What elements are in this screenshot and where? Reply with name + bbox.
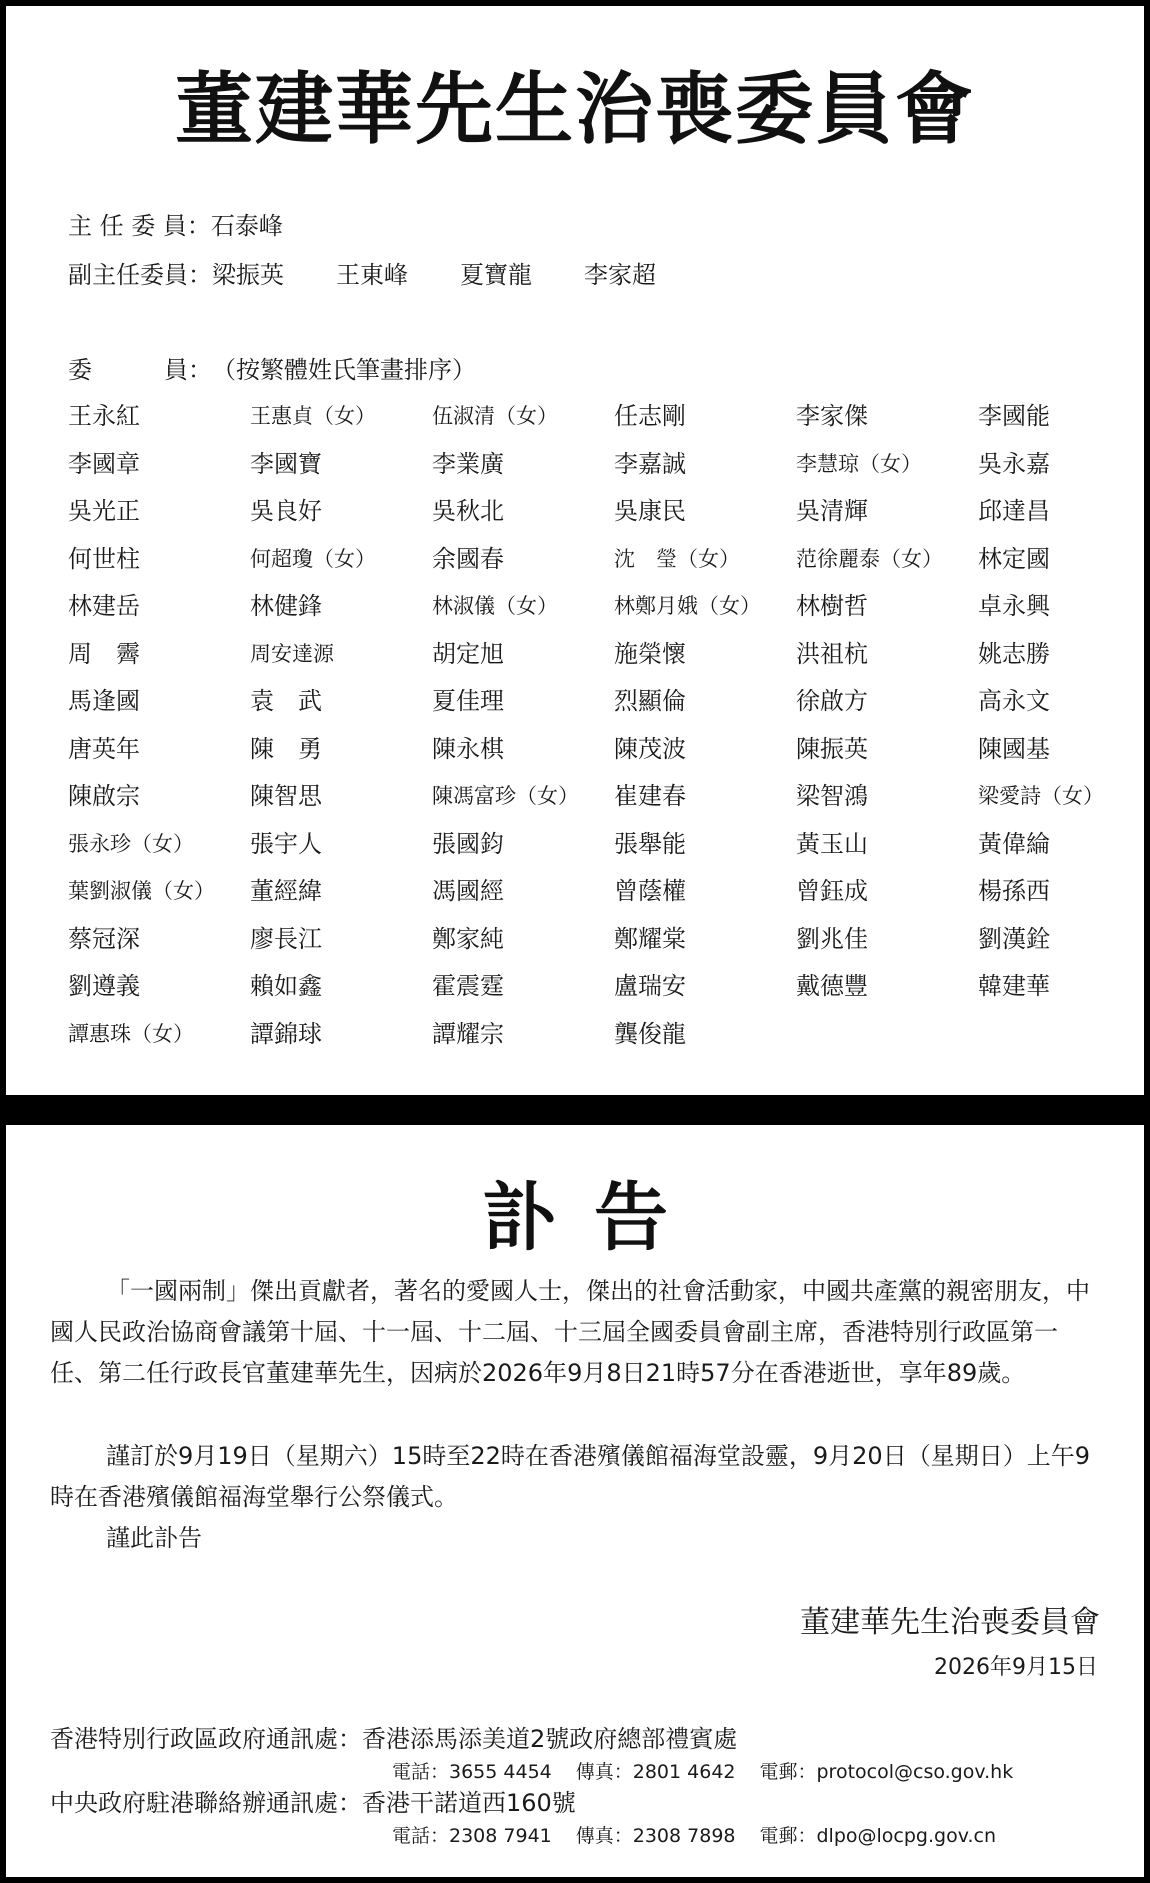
member-name: 陳茂波: [614, 734, 686, 763]
member-name: 陳國基: [978, 734, 1050, 763]
member-name: 梁智鴻: [796, 782, 868, 810]
member-name: 李嘉誠: [614, 449, 686, 478]
signature-organization: 董建華先生治喪委員會: [800, 1605, 1100, 1640]
member-name: 姚志勝: [978, 639, 1050, 668]
vice-chair-name: 李家超: [584, 261, 656, 289]
member-name: 林健鋒: [250, 592, 322, 620]
member-name: 吳光正: [68, 497, 140, 525]
members-row: [68, 352, 476, 388]
vice-chair-name: 梁振英: [212, 261, 284, 289]
contact-address: 香港干諾道西160號: [362, 1789, 576, 1817]
member-name: 李業廣: [432, 449, 504, 478]
member-name: 任志剛: [614, 402, 686, 430]
member-name: 陳智思: [250, 782, 322, 810]
contact-office: 香港特別行政區政府通訊處：: [50, 1725, 362, 1753]
member-name: 馮國經: [432, 877, 504, 905]
chair-label: 主 任 委 員：: [68, 212, 211, 240]
member-name: 李家傑: [796, 402, 868, 430]
section-divider: [0, 1095, 1150, 1125]
member-name: 葉劉淑儀（女）: [68, 879, 215, 903]
member-name: 洪祖杭: [796, 639, 868, 668]
closing-paragraph: 謹此訃告: [106, 1524, 202, 1552]
member-name: 劉漢銓: [978, 924, 1050, 953]
member-name: 譚耀宗: [432, 1019, 504, 1048]
member-name: 周安達源: [250, 641, 334, 666]
memorial-paragraph: 謹訂於9月19日（星期六）15時至22時在香港殯儀館福海堂設靈，9月20日（星期日）上午9時在香港殯儀館福海堂舉行公祭儀式。: [50, 1442, 1090, 1511]
member-name: 王惠貞（女）: [250, 404, 376, 428]
member-name: 劉遵義: [68, 972, 140, 1000]
contact-email: 電郵：protocol@cso.gov.hk: [759, 1761, 1014, 1783]
member-name: 曾蔭權: [614, 877, 686, 905]
member-name: 張舉能: [614, 829, 686, 858]
contact-office: 中央政府駐港聯絡辦通訊處：: [50, 1789, 362, 1817]
member-name: 袁 武: [250, 687, 322, 715]
member-name: 施榮懷: [614, 639, 686, 668]
member-name: 吳秋北: [432, 497, 504, 525]
member-name: 霍震霆: [432, 972, 504, 1000]
contact-details-line: [392, 1821, 1110, 1851]
member-name: 王永紅: [68, 402, 140, 430]
contact-email: 電郵：dlpo@locpg.gov.cn: [759, 1825, 997, 1847]
member-name: 黃玉山: [796, 829, 868, 858]
members-sort-note: （按繁體姓氏筆畫排序）: [212, 356, 476, 384]
member-name: 陳永棋: [432, 734, 504, 763]
contact-address: 香港添馬添美道2號政府總部禮賓處: [362, 1725, 738, 1753]
contact-details-line: [392, 1757, 1110, 1787]
contact-address-line: [50, 1785, 1110, 1821]
member-name: 夏佳理: [432, 687, 504, 715]
contact-fax: 傳真：2308 7898: [575, 1825, 736, 1847]
member-name: 陳啟宗: [68, 782, 140, 810]
member-name: 林定國: [978, 544, 1050, 573]
member-name: 林樹哲: [796, 592, 868, 620]
member-name: 崔建春: [614, 782, 686, 810]
member-name: 陳馮富珍（女）: [432, 784, 579, 808]
member-name: 馬逢國: [68, 687, 140, 715]
member-name: 譚惠珠（女）: [68, 1021, 194, 1046]
member-name: 楊孫西: [978, 877, 1050, 905]
member-name: 周 霽: [68, 639, 140, 668]
member-name: 盧瑞安: [614, 972, 686, 1000]
signature-date: 2026年9月15日: [934, 1655, 1098, 1680]
member-name: 張宇人: [250, 829, 322, 858]
vice-chair-name: 王東峰: [336, 261, 408, 289]
member-name: 陳 勇: [250, 734, 322, 763]
member-name: 黃偉綸: [978, 829, 1050, 858]
member-name: 卓永興: [978, 592, 1050, 620]
contact-phone: 電話：2308 7941: [392, 1825, 552, 1847]
member-name: 李慧琼（女）: [796, 451, 922, 476]
contact-phone: 電話：3655 4454: [392, 1761, 552, 1783]
member-name: 胡定旭: [432, 639, 504, 668]
member-name: 何超瓊（女）: [250, 546, 376, 571]
member-name: 李國章: [68, 449, 140, 478]
member-name: 張國鈞: [432, 829, 504, 858]
member-name: 梁愛詩（女）: [978, 784, 1104, 808]
member-grid: [68, 398, 1108, 1063]
member-name: 林淑儀（女）: [432, 594, 558, 618]
contact-fax: 傳真：2801 4642: [575, 1761, 736, 1783]
member-name: 余國春: [432, 544, 504, 573]
member-name: 烈顯倫: [614, 687, 686, 715]
member-name: 鄭耀棠: [614, 924, 686, 953]
chair-row: [68, 208, 283, 244]
member-name: 高永文: [978, 687, 1050, 715]
member-name: 林鄭月娥（女）: [614, 594, 761, 618]
member-name: 曾鈺成: [796, 877, 868, 905]
member-name: 林建岳: [68, 592, 140, 620]
vice-chair-name: 夏寶龍: [460, 261, 532, 289]
member-name: 徐啟方: [796, 687, 868, 715]
member-name: 何世柱: [68, 544, 140, 573]
obituary-title: 訃告: [482, 1175, 706, 1261]
member-name: 韓建華: [978, 972, 1050, 1000]
vice-chair-label: 副主任委員：: [68, 261, 212, 289]
member-name: 吳清輝: [796, 497, 868, 525]
member-name: 李國寶: [250, 449, 322, 478]
contact-address-line: [50, 1721, 1110, 1757]
member-name: 伍淑清（女）: [432, 404, 558, 428]
member-name: 蔡冠深: [68, 924, 140, 953]
member-name: 張永珍（女）: [68, 831, 194, 856]
member-name: 吳良好: [250, 497, 322, 525]
contact-block: [50, 1785, 1110, 1851]
member-name: 邱達昌: [978, 497, 1050, 525]
member-name: 鄭家純: [432, 924, 504, 953]
member-name: 吳康民: [614, 497, 686, 525]
member-name: 吳永嘉: [978, 449, 1050, 478]
member-name: 龔俊龍: [614, 1019, 686, 1048]
members-label: 委 員：: [68, 356, 212, 384]
chair-name: 石泰峰: [210, 212, 283, 240]
contact-block: [50, 1721, 1110, 1787]
member-name: 賴如鑫: [250, 972, 322, 1000]
member-name: 沈 瑩（女）: [614, 546, 740, 571]
member-name: 譚錦球: [250, 1019, 322, 1048]
member-name: 唐英年: [68, 734, 140, 763]
member-name: 廖長江: [250, 924, 322, 953]
member-name: 董經緯: [250, 877, 322, 905]
member-name: 戴德豐: [796, 972, 868, 1000]
vice-chair-row: [68, 257, 708, 293]
obituary-paragraph: 「一國兩制」傑出貢獻者，著名的愛國人士，傑出的社會活動家，中國共產黨的親密朋友，中國人民政治協商會議第十屆、十一屆、十二屆、十三屆全國委員會副主席，香港特別行政區第一任、第二任行政長官董建華先生，因病於2026年9月8日21時57分在香港逝世，享年89歲。: [50, 1277, 1090, 1387]
member-name: 劉兆佳: [796, 924, 868, 953]
member-name: 李國能: [978, 402, 1050, 430]
committee-title: 董建華先生治喪委員會: [174, 65, 975, 155]
member-name: 范徐麗泰（女）: [796, 546, 943, 571]
member-name: 陳振英: [796, 734, 868, 763]
